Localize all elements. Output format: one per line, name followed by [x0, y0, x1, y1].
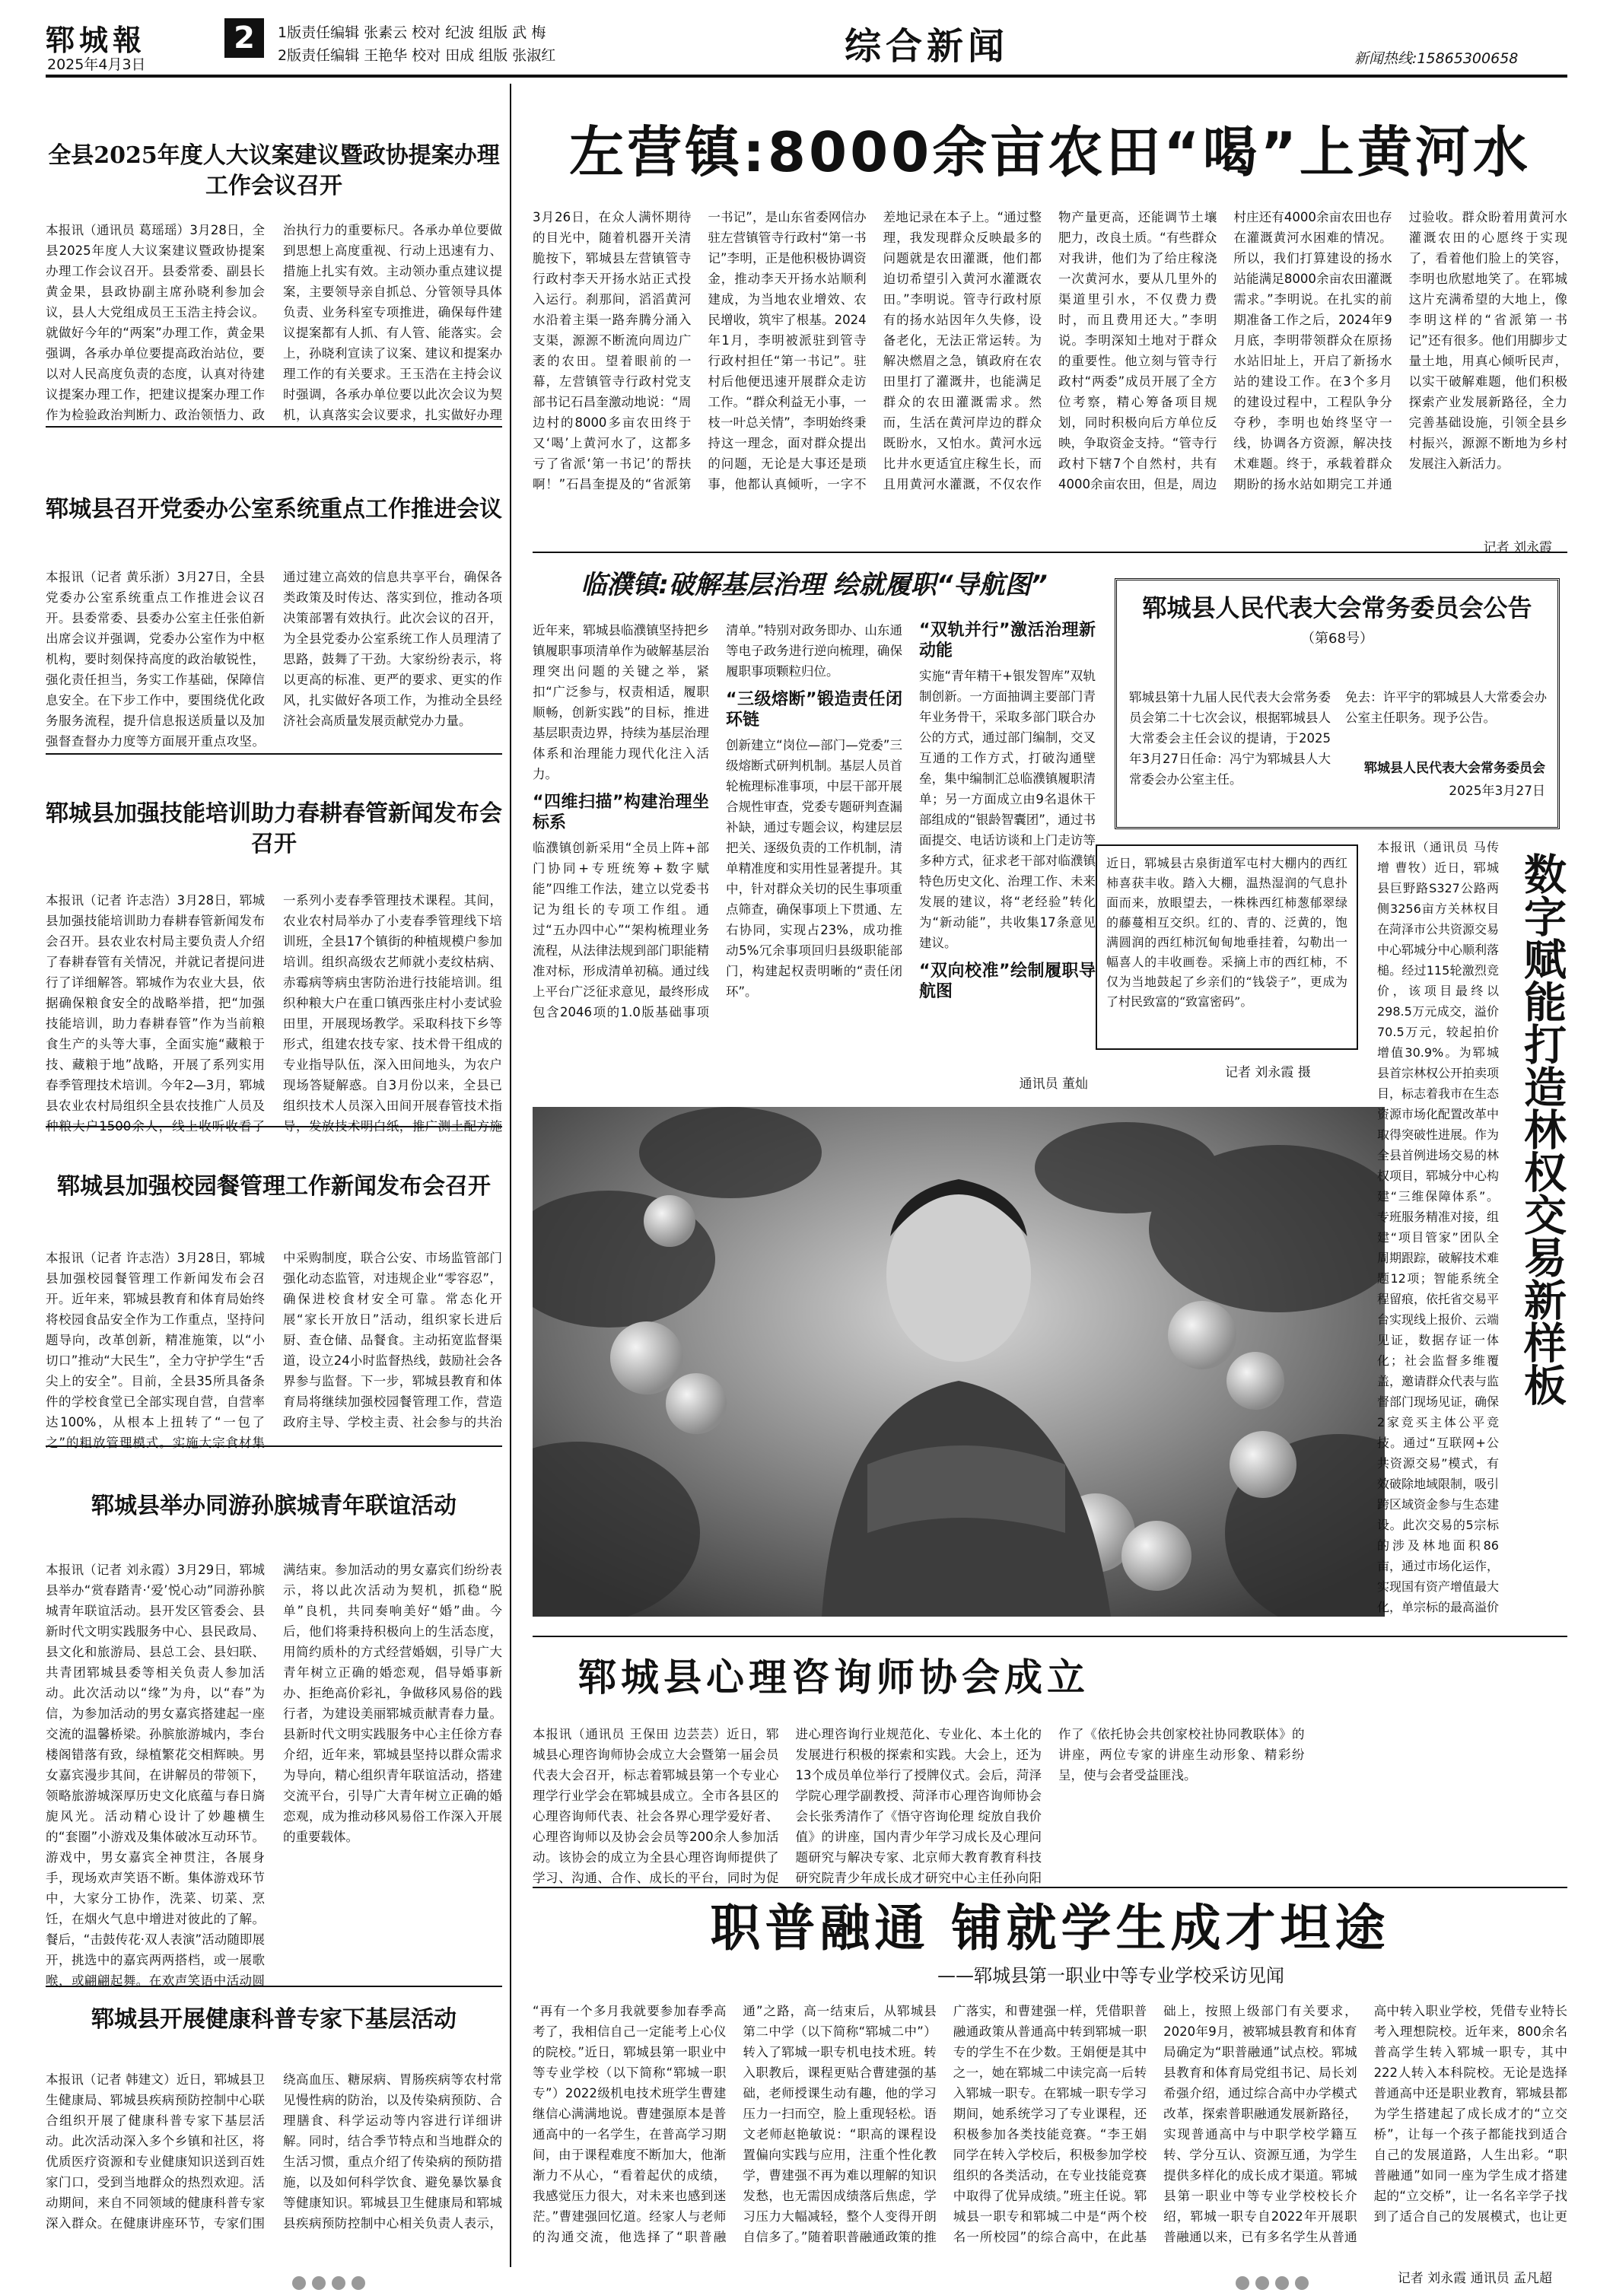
lead-body: 3月26日，在众人满怀期待的目光中，随着机器开关清脆按下，郓城县左营镇管寺行政村李天开扬水站正式投入运行。刹那间，滔滔黄河水沿着主渠一路奔腾分涌入支渠，源源不断流向周边广袤的农田。望着眼前的一幕，左营镇管寺行政村党支部书记石昌奎激动地说：“周边村的8000多亩农田终于又‘喝’上黄河水了，这都多亏了省派‘第一书记’的帮扶啊！”石昌奎提及的“省派第一书记”，是山东省委网信办驻左营镇管寺行政村“第一书记”李明，正是他积极协调资金，推动李天开扬水站顺利建成，为当地农业增效、农民增收，筑牢了根基。2024年1月，李明被派驻到管寺行政村担任“第一书记”。驻村后他便迅速开展群众走访工作。“群众利益无小事，一枝一叶总关情”，李明始终秉持这一理念，面对群众提出的问题，无论是大事还是琐事，他都认真倾听，一字不差地记录在本子上。“通过整理，我发现群众反映最多的问题就是农田灌溉，他们都迫切希望引入黄河水灌溉农田。”李明说。管寺行政村原有的扬水站因年久失修，设备老化，无法正常运转。为解决燃眉之急，镇政府在农田里打了灌溉井，也能满足群众的农田灌溉需求。然而，生活在黄河岸边的群众既盼水，又怕水。黄河水远比井水更适宜庄稼生长，而且用黄河水灌溉，不仅农作物产量更高，还能调节土壤肥力，改良土质。“有些群众对我讲，他们为了给庄稼浇一次黄河水，要从几里外的渠道里引水，不仅费力费时，而且费用还大。”李明说。李明深知土地对于群众的重要性。他立刻与管寺行政村“两委”成员开展了全方位考察，精心筹备项目规划，同时积极向后方单位反映，争取资金支持。“管寺行政村下辖7个自然村，共有4000余亩农田，但是，周边村庄还有4000余亩农田也存在灌溉黄河水困难的情况。所以，我们打算建设的扬水站能满足8000余亩农田灌溉需求。”李明说。在扎实的前期准备工作之后，2024年9月底，李明带领群众在原扬水站旧址上，开启了新扬水站的建设工作。在3个多月的建设过程中，工程队争分夺秒，李明也始终坚守一线，协调各方资源，解决技术难题。终于，承载着群众期盼的扬水站如期完工并通过验收。群众盼着用黄河水灌溉农田的心愿终于实现了，看着他们脸上的笑容，李明也欣慰地笑了。在郓城这片充满希望的大地上，像李明这样的“省派第一书记”还有很多。他们用脚步丈量土地，用真心倾听民声，以实干破解难题，他们积极探索产业发展新路径，全力完善基础设施，引领全县乡村振兴，源源不断地为乡村发展注入新活力。	[533, 210, 1567, 491]
article-vocational-school	[533, 1894, 1567, 2286]
paragraph: 临濮镇创新采用“全员上阵+部门协同+专班统筹+数字赋能”四维工作法，建立以党委书记为组长的专项工作组。通过“五办四中心”“架构梳理业务流程，从法律法规到部门职能精准对标，形成清单初稿。通过线上平台广泛征求意见，最终形成包含2046项的1.0版基础事项清单。”特别对政务即办、山东通等电子政务进行逆向梳理，确保履职事项颗粒归位。	[533, 623, 902, 1019]
article-body: 本报讯（记者 黄乐浙）3月27日，全县党委办公室系统重点工作推进会议召开。县委常委、县委办公室主任张伯新出席会议并强调，党委办公室作为中枢机构，要时刻保持高度的政治敏锐性，强化责任担当，务实工作基础，保障信息安全。在下步工作中，要围绕优化政务服务流程，提升信息报送质量以及加强督查督办力度等方面展开重点攻坚。通过建立高效的信息共享平台，确保各类政策及时传达、落实到位，推动各项决策部署有效执行。此次会议的召开，为全县党委办公室系统工作人员理清了思路，鼓舞了干劲。大家纷纷表示，将以更高的标准、更严的要求、更实的作风，扎实做好各项工作，为推动全县经济社会高质量发展贡献党办力量。	[46, 570, 502, 749]
section-title: 综合新闻	[845, 25, 1010, 68]
paragraph: 实施“青年精干+银发智库”双轨制创新。一方面抽调主要部门青年业务骨干，采取多部门联合办公的方式，通过部门编制，交叉互通的工作方式，打破沟通壁垒，集中编制汇总临濮镇履职清单；另一方面成立由9名退休干部组成的“银龄智囊团”，通过书面提交、电话访谈和上门走访等多种方式，征求老干部对临濮镇特色历史文化、治理工作、未来发展的建议，将“老经验”转化为“新动能”，共收集17条意见建议。	[919, 669, 1096, 950]
notice-body-1: 郓城县第十九届人民代表大会常务委员会第二十七次会议，根据郓城县人大常委会主任会议的提请，于2025年3月27日任命：冯宁为郓城县人大常委会办公室主任。	[1129, 690, 1331, 787]
article-body: 本报讯（记者 许志浩）3月28日，郓城县加强校园餐管理工作新闻发布会召开。近年来，郓城县教育和体育局始终将校园食品安全作为工作重点，坚持问题导向，改革创新，精准施策，以“小切口”推动“大民生”，全力守护学生“舌尖上的安全”。目前，全县35所具备条件的学校食堂已全部实现自营，自营率达100%，从根本上扭转了“一包了之”的粗放管理模式。实施大宗食材集中采购制度，联合公安、市场监管部门强化动态监管，对违规企业“零容忍”，确保进校食材安全可靠。常态化开展“家长开放日”活动，组织家长进后厨、查仓储、品餐食。主动拓宽监督渠道，设立24小时监督热线，鼓励社会各界参与监督。下一步，郓城县教育和体育局将继续加强校园餐管理工作，营造政府主导、学校主责、社会参与的共治	[46, 1251, 502, 1450]
masthead-rule	[46, 75, 1567, 78]
article-party-office	[46, 494, 502, 757]
divider	[46, 1445, 502, 1447]
article-linpu-town	[533, 567, 1096, 1099]
notice-title: 郓城县人民代表大会常务委员会公告	[1142, 593, 1532, 622]
article-spring-farming	[46, 799, 502, 1156]
headline: 郓城县加强技能培训助力春耕春管新闻发布会召开	[46, 800, 502, 857]
article-health-outreach	[46, 2005, 502, 2237]
article-body: 本报讯（记者 韩建文）近日，郓城县卫生健康局、郓城县疾病预防控制中心联合组织开展了健康科普专家下基层活动。此次活动深入多个乡镇和社区，将优质医疗资源和专业健康知识送到百姓家门口，受到当地群众的热烈欢迎。活动期间，来自不同领域的健康科普专家深入群众。在健康讲座环节，专家们围绕高血压、糖尿病、胃肠疾病等农村常见慢性病的防治，以及传染病预防、合理膳食、科学运动等内容进行详细讲解。同时，结合季节特点和当地群众的生活习惯，重点介绍了传染病的预防措施，以及如何科学饮食、避免暴饮暴食等健康知识。郓城县卫生健康局和郓城县疾病预防控制中心相关负责人表示，	[46, 2072, 502, 2231]
article-psych-association	[533, 1651, 1567, 1891]
headline: 郓城县加强校园餐管理工作新闻发布会召开	[57, 1173, 491, 1200]
lead-article	[533, 114, 1567, 555]
footer-dots-left	[289, 2276, 368, 2293]
subheading: “四维扫描”构建治理坐标系	[533, 793, 709, 832]
masthead	[46, 17, 1567, 72]
intro-paragraph: 近年来，郓城县临濮镇坚持把乡镇履职事项清单作为破解基层治理突出问题的关键之举，紧扣“广泛参与，权责相适，履职顺畅，创新实践”的目标，推进基层职责边界，持续为基层治理体系和治理能力现代化注入活力。	[533, 623, 709, 781]
subheadline: ——郓城县第一职业中等专业学校采访见闻	[937, 1965, 1284, 1986]
headline: 郓城县举办同游孙膑城青年联谊活动	[91, 1493, 457, 1519]
credits-line-1: 1版责任编辑 张素云 校对 纪波 组版 武 梅	[278, 24, 546, 41]
newspaper-logo: 郓城報	[46, 23, 147, 57]
npc-notice	[1115, 578, 1560, 829]
headline: 郓城县召开党委办公室系统重点工作推进会议	[46, 496, 502, 523]
notice-number: （第68号）	[1301, 631, 1373, 647]
divider	[46, 426, 502, 428]
article-npc-meeting	[46, 141, 502, 440]
divider	[533, 1887, 1567, 1888]
photo-byline: 记者 刘永霞 摄	[1225, 1065, 1311, 1080]
subheading: “三级熔断”锻造责任闭环链	[726, 690, 902, 730]
issue-date: 2025年4月3日	[47, 56, 146, 73]
lead-byline: 记者 刘永霞	[1483, 540, 1552, 555]
divider	[533, 552, 1567, 553]
article-body: 本报讯（通讯员 马传增 曹牧）近日，郓城县巨野路S327公路两侧3256亩方关林权目在菏泽市公共资源交易中心郓城分中心顺利落槌。经过115轮激烈竞价，该项目最终以298.5万元成交，溢价70.5万元，较起拍价增值30.9%。为郓城县首宗林权公开拍卖项目，标志着我市在生态资源市场化配置改革中取得突破性进展。作为全县首例进场交易的林权项目，郓城分中心构建“三维保障体系”。专班服务精准对接，组建“项目管家”团队全周期跟踪，破解技术难题12项；智能系统全程留痕，依托省交易平台实现线上报价、云端见证，数据存证一体化；社会监督多维覆盖，邀请群众代表与监督部门现场见证，确保2家竞买主体公平竞技。通过“互联网+公共资源交易”模式，有效破除地域限制，吸引跨区域资金参与生态建设。此次交易的5宗标的涉及林地面积86亩，通过市场化运作，实现国有资产增值最大化，单宗标的最高溢价	[1377, 840, 1499, 1614]
notice-signature: 郓城县人民代表大会常务委员会	[1364, 761, 1545, 776]
photo-caption-box	[1096, 844, 1358, 1050]
paragraph: 创新建立“岗位—部门—党委”三级熔断式研判机制。基层人员首轮梳理标准事项，中层干部开展合规性审查，党委专题研判查漏补缺，通过专题会议，构建层层把关、逐级负责的工作机制，清单精准度和实用性显著提升。其中，针对群众关切的民生事项重点筛查，确保事项上下贯通、左右协同，实现占23%，成功推动5%冗余事项回归县级职能部门，构建起权责明晰的“责任闭环”。	[726, 738, 902, 999]
notice-date: 2025年3月27日	[1449, 784, 1545, 799]
left-column-divider	[510, 84, 511, 2267]
headline: 职普融通 铺就学生成才坦途	[710, 1899, 1390, 1957]
subheading: “双向校准”绘制履职导航图	[919, 962, 1096, 1001]
news-hotline: 新闻热线:15865300658	[1354, 50, 1519, 67]
headline: 数字赋能打造林权交易新样板	[1517, 852, 1567, 1406]
article-body	[533, 620, 1096, 1035]
photo-illustration	[533, 1107, 1385, 1617]
article-body: “再有一个多月我就要参加春季高考了，我相信自己一定能考上心仪的院校。”近日，郓城县第一职业中等专业学校（以下简称“郓城一职专”）2022级机电技术班学生曹建继信心满满地说。曹建强原本是普通高中的一名学生，在普高学习期间，由于课程难度不断加大，他渐渐力不从心，“看着起伏的成绩，我感觉压力很大，对未来也感到迷茫。”曹建强回忆道。经家人与老师的沟通交流，他选择了“职普融通”之路，高一结束后，从郓城县第二中学（以下简称“郓城二中”）转入了郓城一职专机电技术班。转入职教后，课程更贴合曹建强的基础，老师授课生动有趣，他的学习压力一扫而空，脸上重现轻松。语文老师赵艳敏说：“职高的课程设置偏向实践与应用，注重个性化教学，曹建强不再为难以理解的知识发愁，也无需因成绩落后焦虑，学习压力大幅减轻，整个人变得开朗自信多了。”随着职普融通政策的推广落实，和曹建强一样，凭借职普融通政策从普通高中转到郓城一职专的学生不在少数。王娟便是其中之一，她在郓城二中读完高一后转入郓城一职专。在郓城一职专学习期间，她系统学习了专业课程，还积极参加各类技能竞赛。“李王娟同学在转入学校后，积极参加学校组织的各类活动，在专业技能竞赛中取得了优异成绩。”班主任说。郓城县一职专和郓城二中是“两个校名一所校园”的综合高中，在此基础上，按照上级部门有关要求，2020年9月，被郓城县教育和体育局确定为“职普融通”试点校。郓城县教育和体育局党组书记、局长刘希强介绍，通过综合高中办学模式改革，探索普职融通发展新路径，实现普通高中与中职学校学籍互转、学分互认、资源互通，为学生提供多样化的成长成才渠道。郓城县第一职业中等专业学校校长介绍，郓城一职专自2022年开展职普融通以来，已有多名学生从普通高中转入职业学校，凭借专业特长考入理想院校。近年来，800余名普高学生转入郓城一职专，其中222人转入本科院校。无论是选择普通高中还是职业教育，郓城县都为学生搭建起了成长成才的“立交桥”，让每一个孩子都能找到适合自己的发展道路，人生出彩。“职普融通”如同一座为学生成才搭建起的“立交桥”，让一名名辛学子找到了适合自己的发展模式，也让更	[533, 2004, 1567, 2244]
divider	[46, 1126, 502, 1127]
subheading: “双轨并行”激活治理新动能	[919, 621, 1096, 660]
article-body: 本报讯（记者 刘永霞）3月29日，郓城县举办“赏春踏青·‘爱’悦心动”同游孙膑城青年联谊活动。县开发区管委会、县新时代文明实践服务中心、县民政局、县文化和旅游局、县总工会、县妇联、共青团郓城县委等相关负责人参加活动。此次活动以“缘”为舟，以“春”为信，为参加活动的男女嘉宾搭建起一座交流的温馨桥梁。孙膑旅游城内，李台楼阁错落有致，绿植繁花交相辉映。男女嘉宾漫步其间，在讲解员的带领下，领略旅游城深厚历史文化底蕴与春日旖旎风光。活动精心设计了妙趣横生的“套圈”小游戏及集体破冰互动环节。游戏中，男女嘉宾全神贯注，各展身手，现场欢声笑语不断。集体游戏环节中，大家分工协作，洗菜、切菜、烹饪，在烟火气息中增进对彼此的了解。餐后，“击鼓传花·双人表演”活动随即展开，挑选中的嘉宾两两搭档，或一展歌喉，或翩翩起舞。在欢声笑语中活动圆满结束。参加活动的男女嘉宾们纷纷表示，将以此次活动为契机，抓稳“脱单”良机，共同奏响美好“婚”曲。今后，他们将秉持积极向上的生活态度，用简约质朴的方式经营婚姻，引导广大青年树立正确的婚恋观，倡导婚事新办、拒绝高价彩礼，争做移风易俗的践行者，为建设美丽郓城贡献青春力量。县新时代文明实践服务中心主任徐方春介绍，近年来，郓城县坚持以群众需求为导向，精心组织青年联谊活动，搭建交流平台，引导广大青年树立正确的婚恋观，成为推动移风易俗工作深入开展的重要载体。	[46, 1563, 502, 1988]
page-number: 2	[224, 18, 264, 58]
photo-caption: 近日，郓城县古泉街道军屯村大棚内的西红柿喜获丰收。踏入大棚，温热湿润的气息扑面而来，放眼望去，一株株西红柿葱郁翠绿的藤蔓相互交织。红的、青的、泛黄的，饱满圆润的西红柿沉甸甸地垂挂着，勾勒出一幅喜人的丰收画卷。采摘上市的西红柿，不仅为当地鼓起了乡亲们的“钱袋子”，更成为了村民致富的“致富密码”。	[1106, 856, 1347, 1009]
headline: 全县2025年度人大议案建议暨政协提案办理工作会议召开	[48, 142, 500, 199]
article-youth-mixer	[46, 1491, 502, 2001]
article-body: 本报讯（通讯员 葛瑶瑶）3月28日，全县2025年度人大议案建议暨政协提案办理工作会议召开。县委常委、副县长黄金果，县政协副主席孙晓利参加会议，县人大党组成员王玉浩主持会议。就做好今年的“两案”办理工作，黄金果强调，各承办单位要提高政治站位，要以对人民高度负责的态度，认真对待建议提案办理工作，把建议提案办理工作作为检验政治判断力、政治领悟力、政治执行力的重要标尺。各承办单位要做到思想上高度重视、行动上迅速有力、措施上扎实有效。主动领办重点建议提案，主要领导亲自抓总、分管领导具体负责、业务科室专项推进，确保每件建议提案都有人抓、有人管、能落实。会上，孙晓利宣读了议案、建议和提案办理工作的有关要求。王玉浩在主持会议时强调，各承办单位要以此次会议为契机，认真落实会议要求，扎实做好办理	[46, 223, 502, 422]
article-body: 本报讯（记者 许志浩）3月28日，郓城县加强技能培训助力春耕春管新闻发布会召开。县农业农村局主要负责人介绍了春耕春管有关情况，并就记者提问进行了详细解答。郓城作为农业大县，依据确保粮食安全的战略举措，把“加强技能培训，助力春耕春管”作为当前粮食生产的头等大事，全面实施“藏粮于技、藏粮于地”战略，开展了系列实用春季管理技术培训。今年2—3月，郓城县农业农村局组织全县农技推广人员及种粮大户1500余人，线上收听收看了一系列小麦春季管理技术课程。其间，农业农村局举办了小麦春季管理线下培训班，全县17个镇街的种植规模户参加培训。组织高级农艺师就小麦纹枯病、赤霉病等病虫害防治进行技能培训。组织种粮大户在重口镇西张庄村小麦试验田里，开展现场教学。采取科技下乡等形式，组建农技专家、技术骨干组成的专业指导队伍，深入田间地头，为农户现场答疑解惑。自3月份以来，全县已组织技术人员深入田间开展春管技术指导，发放技术明白纸，推广测土配方施	[46, 893, 502, 1134]
footer-dots-right	[1233, 2276, 1312, 2293]
headline: 临濮镇:破解基层治理 绘就履职“导航图”	[581, 570, 1048, 600]
headline: 郓城县开展健康科普专家下基层活动	[91, 2006, 457, 2033]
notice-body-2: 免去：许平宇的郓城县人大常委会办公室主任职务。现予公告。	[1345, 690, 1547, 725]
credits-line-2: 2版责任编辑 王艳华 校对 田成 组版 张淑红	[278, 47, 556, 64]
article-school-meals	[46, 1172, 502, 1453]
byline: 记者 刘永霞 通讯员 孟凡超	[1397, 2271, 1552, 2286]
headline: 郓城县心理咨询师协会成立	[578, 1655, 1090, 1700]
tomato-harvest-photo	[533, 1107, 1385, 1617]
divider	[46, 753, 502, 755]
lead-headline: 左营镇:8000余亩农田“喝”上黄河水	[569, 120, 1531, 184]
divider	[46, 1986, 502, 1987]
byline: 通讯员 董灿	[1019, 1076, 1088, 1092]
divider	[533, 1636, 1567, 1637]
article-body: 本报讯（通讯员 王保田 边芸芸）近日，郓城县心理咨询师协会成立大会暨第一届会员代表大会召开，标志着郓城县第一个专业心理学行业学会在郓城县成立。全市各县区的心理咨询师代表、社会各界心理学爱好者、心理咨询师以及协会会员等200余人参加活动。该协会的成立为全县心理咨询师提供了学习、沟通、合作、成长的平台，同时为促进心理咨询行业规范化、专业化、本土化的发展进行积极的探索和实践。大会上，还为13个成员单位举行了授牌仪式。会后，菏泽学院心理学副教授、菏泽市心理咨询师协会会长张秀清作了《悟守咨询伦理 绽放自我价值》的讲座，国内青少年学习成长及心理问题研究与解决专家、北京师大教育教育科技研究院青少年成长成才研究中心主任孙向阳作了《依托协会共创家校社协同教联体》的讲座，两位专家的讲座生动形象、精彩纷呈，使与会者受益匪浅。	[533, 1727, 1305, 1885]
article-forestry-trade	[1377, 837, 1567, 1620]
